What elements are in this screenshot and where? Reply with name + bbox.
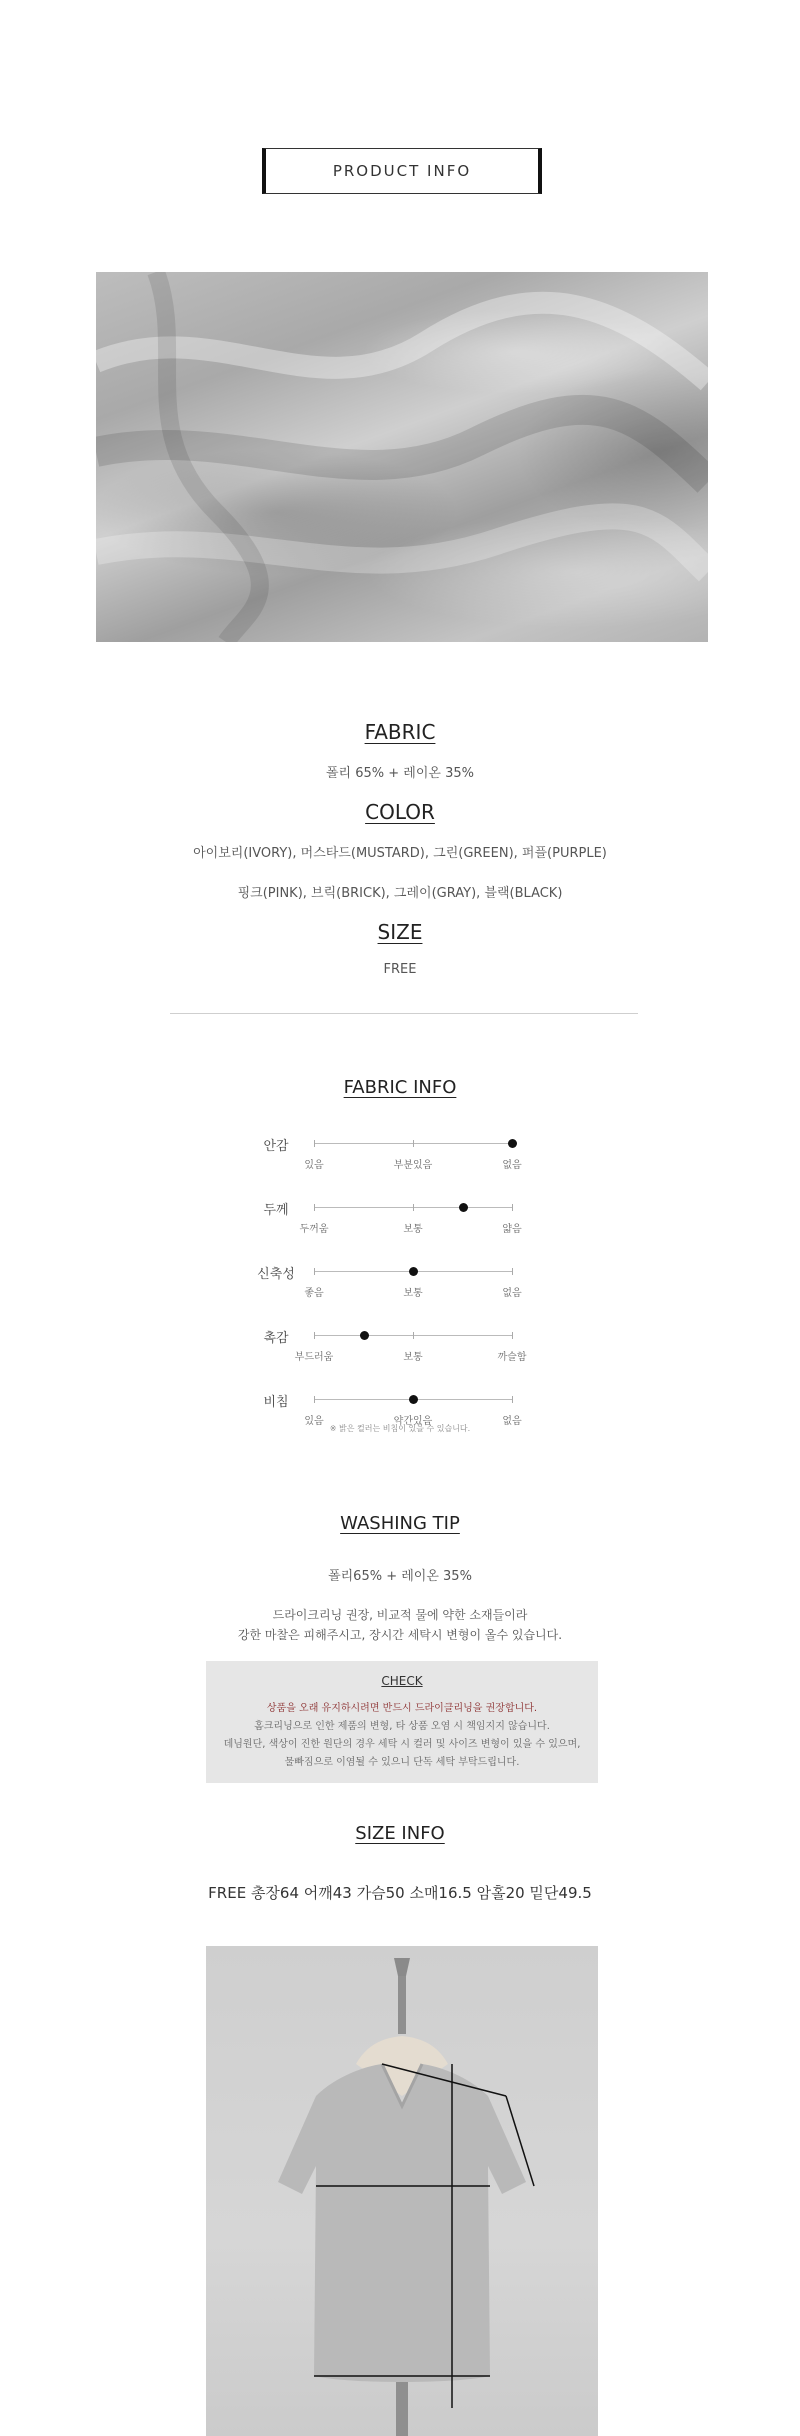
check-line-2: 홈크리닝으로 인한 제품의 변형, 타 상품 오염 시 책임지지 않습니다. xyxy=(254,1721,550,1732)
fabric-scale-tick xyxy=(314,1396,315,1403)
fabric-scale-marker xyxy=(409,1395,418,1404)
washing-line-1: 드라이크리닝 권장, 비교적 물에 약한 소재들이라 xyxy=(272,1608,528,1622)
fabric-scale-option: 없음 xyxy=(502,1416,522,1427)
section-divider xyxy=(170,1013,638,1014)
fabric-scale-option: 부드러움 xyxy=(294,1352,334,1363)
fabric-scale-tick xyxy=(413,1204,414,1211)
fabric-scale-tick xyxy=(512,1204,513,1211)
fabric-scale-marker xyxy=(508,1139,517,1148)
fabric-scale-option: 좋음 xyxy=(304,1288,324,1299)
fabric-texture-photo xyxy=(96,272,708,642)
fabric-heading: FABRIC xyxy=(364,720,436,744)
fabric-scale-tick xyxy=(413,1140,414,1147)
fabric-scale-marker xyxy=(459,1203,468,1212)
size-value: FREE xyxy=(383,962,417,977)
color-heading: COLOR xyxy=(365,800,435,824)
fabric-info-heading: FABRIC INFO xyxy=(343,1077,457,1098)
fabric-scale-label: 안감 xyxy=(263,1139,289,1154)
size-measurements: FREE 총장64 어깨43 가슴50 소매16.5 암홀20 밑단49.5 xyxy=(208,1884,592,1902)
fabric-scale-option: 부분있음 xyxy=(393,1160,433,1171)
product-info-title: PRODUCT INFO xyxy=(262,148,542,194)
fabric-scale-option: 없음 xyxy=(502,1160,522,1171)
fabric-scale-tick xyxy=(314,1140,315,1147)
check-line-4: 물빠짐으로 이염될 수 있으니 단독 세탁 부탁드립니다. xyxy=(284,1757,520,1768)
fabric-scale-tick xyxy=(512,1396,513,1403)
washing-tip-heading: WASHING TIP xyxy=(340,1513,460,1534)
fabric-scale-label: 비침 xyxy=(263,1395,289,1410)
fabric-scale-marker xyxy=(360,1331,369,1340)
color-line-2: 핑크(PINK), 브릭(BRICK), 그레이(GRAY), 블랙(BLACK) xyxy=(237,886,563,901)
washing-material: 폴리65% + 레이온 35% xyxy=(328,1569,472,1584)
fabric-scale-option: 약간있음 xyxy=(393,1416,433,1427)
color-line-1: 아이보리(IVORY), 머스타드(MUSTARD), 그린(GREEN), 퍼플(PURPLE) xyxy=(193,846,607,861)
fabric-scale-option: 보통 xyxy=(403,1288,423,1299)
fabric-scale-option: 있음 xyxy=(304,1160,324,1171)
check-line-3: 데님원단, 색상이 진한 원단의 경우 세탁 시 컬러 및 사이즈 변형이 있을 수 있으며, xyxy=(223,1739,581,1750)
fabric-scale-option: 보통 xyxy=(403,1224,423,1235)
mannequin-size-photo xyxy=(206,1946,598,2436)
fabric-scale-tick xyxy=(512,1268,513,1275)
fabric-scale-option: 있음 xyxy=(304,1416,324,1427)
fabric-scale-option: 두꺼움 xyxy=(299,1224,329,1235)
fabric-scale-tick xyxy=(314,1332,315,1339)
size-info-heading: SIZE INFO xyxy=(355,1823,445,1844)
fabric-value: 폴리 65% + 레이온 35% xyxy=(325,766,474,781)
fabric-scale-option: 얇음 xyxy=(502,1224,522,1235)
fabric-scale-tick xyxy=(413,1332,414,1339)
washing-line-2: 강한 마찰은 피해주시고, 장시간 세탁시 변형이 올수 있습니다. xyxy=(237,1628,563,1642)
fabric-scale-marker xyxy=(409,1267,418,1276)
fabric-scale-label: 신축성 xyxy=(257,1267,295,1282)
check-title: CHECK xyxy=(381,1674,423,1688)
fabric-info-note: ※ 밝은 컬러는 비침이 있을 수 있습니다. xyxy=(329,1424,471,1433)
fabric-scale-option: 까슬함 xyxy=(497,1352,527,1363)
fabric-scale-tick xyxy=(314,1268,315,1275)
fabric-scale-option: 보통 xyxy=(403,1352,423,1363)
check-line-1: 상품을 오래 유지하시려면 반드시 드라이클리닝을 권장합니다. xyxy=(266,1703,538,1714)
fabric-scale-label: 두께 xyxy=(263,1203,289,1218)
fabric-scale-tick xyxy=(314,1204,315,1211)
fabric-scale-label: 촉감 xyxy=(263,1331,289,1346)
fabric-scale-option: 없음 xyxy=(502,1288,522,1299)
fabric-scale-tick xyxy=(512,1332,513,1339)
size-heading: SIZE xyxy=(377,920,423,944)
mannequin-tshirt-illustration xyxy=(206,1946,598,2436)
